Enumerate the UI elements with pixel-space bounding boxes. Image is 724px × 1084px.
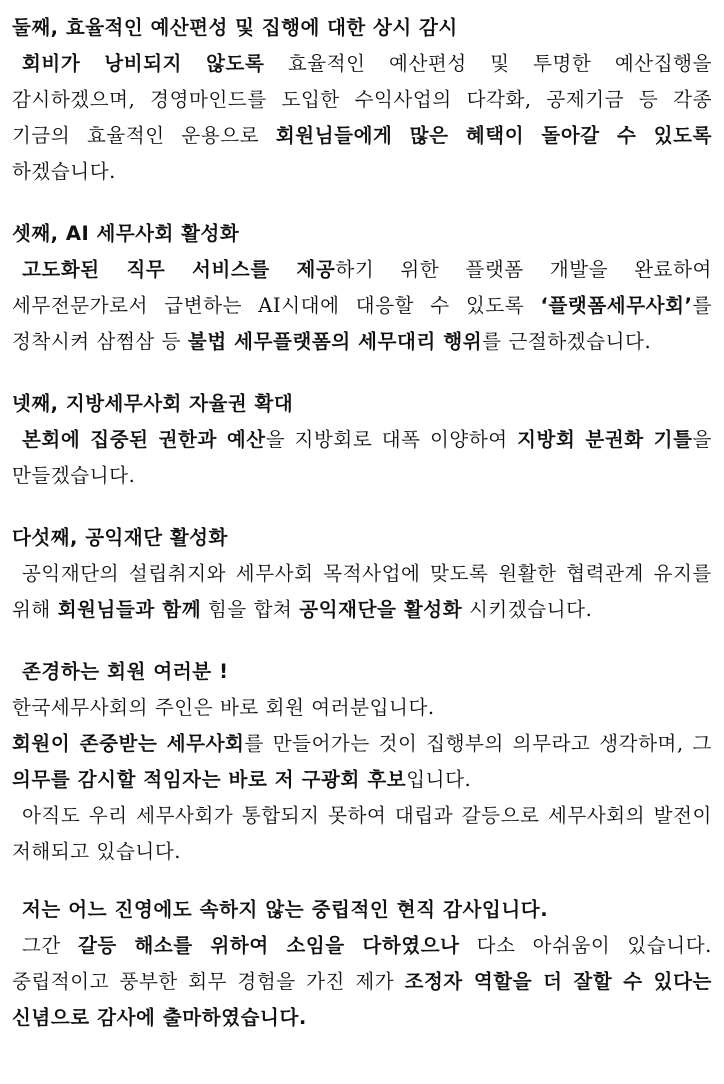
body-text: 공익재단의 설립취지와 세무사회 목적사업에 맞도록 원활한 협력관계 유지를 위해: [12, 562, 712, 621]
address-line-owner: 한국세무사회의 주인은 바로 회원 여러분입니다.: [12, 696, 435, 719]
section-body: [12, 252, 712, 360]
emphasized-text: 회원님들과 함께: [57, 598, 202, 621]
body-text: 를 정착시켜 삼쩜삼 등: [12, 294, 712, 353]
section-heading: 둘째, 효율적인 예산편성 및 집행에 대한 상시 감시: [12, 16, 458, 39]
section-third: [12, 216, 712, 360]
body-text: 힘을 합쳐: [201, 598, 300, 621]
body-text: 를 만들어가는 것이 집행부의 의무라고 생각하며, 그: [244, 732, 712, 755]
emphasized-text: ‘플랫폼세무사회’: [540, 294, 693, 317]
emphasized-text: 지방회 분권화 기틀: [517, 428, 693, 451]
body-text: 입니다.: [406, 768, 472, 791]
body-text: 을 만들겠습니다.: [12, 428, 712, 487]
emphasized-text: 회원님들에게 많은 혜택이 돌아갈 수 있도록: [275, 124, 713, 147]
emphasized-text: 조정자 역할을 더 잘할 수 있다는 신념으로 감사에 출마하였습니다.: [12, 970, 712, 1029]
body-text: 하겠습니다.: [12, 160, 116, 183]
emphasized-text: 회원이 존중받는 세무사회: [12, 732, 245, 755]
body-text: 다소 아쉬움이 있습니다. 중립적이고 풍부한 회무 경험을 가진 제가: [12, 934, 712, 993]
emphasized-text: 갈등 해소를 위하여 소임을 다하였으나: [77, 934, 460, 957]
body-text: 를 근절하겠습니다.: [482, 330, 652, 353]
emphasized-text: 본회에 집중된 권한과 예산: [22, 428, 266, 451]
section-body: [12, 556, 712, 628]
body-text: 그간: [22, 934, 78, 957]
body-text: 효율적인 예산편성 및 투명한 예산집행을 감시하겠으며, 경영마인드를 도입한 수익사업의 다각화, 공제기금 등 각종 기금의 효율적인 운용으로: [12, 52, 713, 147]
section-body: [12, 422, 712, 494]
address-line-conflict: 아직도 우리 세무사회가 통합되지 못하여 대립과 갈등으로 세무사회의 발전이 저해되고 있습니다.: [12, 804, 712, 863]
section-second: [12, 10, 712, 190]
emphasized-text: 의무를 감시할 적임자는 바로 저 구광회 후보: [12, 768, 407, 791]
section-fourth: [12, 386, 712, 494]
emphasized-text: 회비가 낭비되지 않도록: [22, 52, 265, 75]
body-text: 시키겠습니다.: [462, 598, 593, 621]
emphasized-text: 고도화된 직무 서비스를 제공: [22, 258, 336, 281]
section-heading: 넷째, 지방세무사회 자율권 확대: [12, 392, 294, 415]
section-body: [12, 46, 712, 190]
salutation: 존경하는 회원 여러분 !: [22, 660, 229, 683]
address-section: [12, 654, 712, 870]
document-page: [12, 10, 712, 1062]
emphasized-text: 불법 세무플랫폼의 세무대리 행위: [187, 330, 483, 353]
closing-section: [12, 892, 712, 1036]
body-text: 을 지방회로 대폭 이양하여: [265, 428, 518, 451]
section-fifth: [12, 520, 712, 628]
closing-body: [12, 928, 712, 1036]
section-heading: 셋째, AI 세무사회 활성화: [12, 222, 240, 245]
closing-statement: 저는 어느 진영에도 속하지 않는 중립적인 현직 감사입니다.: [22, 898, 549, 921]
body-text: 하기 위한 플랫폼 개발을 완료하여 세무전문가로서 급변하는 AI시대에 대응할 수 있도록: [12, 258, 712, 317]
address-line-duty: [12, 726, 712, 798]
section-heading: 다섯째, 공익재단 활성화: [12, 526, 228, 549]
emphasized-text: 공익재단을 활성화: [299, 598, 463, 621]
